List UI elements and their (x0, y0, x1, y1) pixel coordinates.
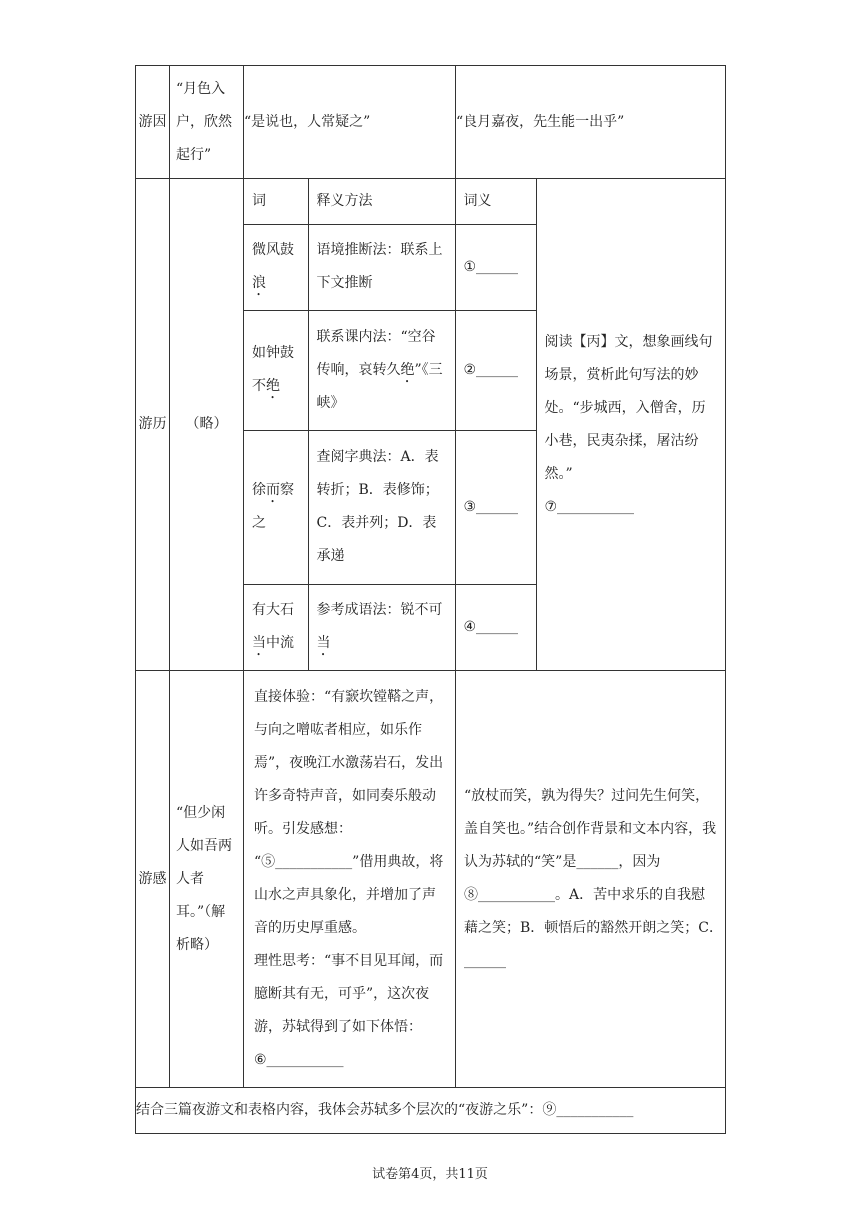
table-header: 释义方法 (308, 179, 455, 224)
table-header: 词 (244, 179, 308, 224)
word-cell: 有大石当中流 (244, 584, 308, 670)
meaning-blank: ①______ (455, 224, 536, 310)
table-row (244, 310, 536, 430)
table-cell: “月色入户，欣然起行” (170, 66, 244, 179)
table-header: 词义 (455, 179, 536, 224)
word-cell: 徐而察之 (244, 430, 308, 584)
table-row-you-yin (136, 66, 726, 179)
row-label: 游感 (136, 671, 170, 1088)
paragraph: “⑤___________”借用典故，将山水之声具象化，并增加了声音的历史厚重感。 (254, 854, 444, 936)
answer-blank: ⑥___________ (254, 1052, 344, 1068)
row-label: 游历 (136, 179, 170, 671)
table-row-you-gan (136, 671, 726, 1088)
summary-cell: 结合三篇夜游文和表格内容，我体会苏轼多个层次的“夜游之乐”：⑨___________ (136, 1088, 726, 1134)
method-cell: 参考成语法：锐不可当 (308, 584, 455, 670)
method-cell: 查阅字典法：A．表转折；B．表修饰；C．表并列；D．表承递 (308, 430, 455, 584)
answer-blank: ⑦___________ (544, 498, 635, 515)
word-meaning-table (244, 179, 536, 670)
table-row (244, 224, 536, 310)
row-label: 游因 (136, 66, 170, 179)
laugh-analysis-cell: “放杖而笑，孰为得失？过问先生何笑，盖自笑也。”结合创作背景和文本内容，我认为苏轼的“笑”是______，因为⑧___________。A．苦中求乐的自我慰藉之笑；B．顿悟后的豁然开朗之笑；C． ______ (456, 671, 726, 1088)
table-cell: “是说也，人常疑之” (244, 66, 456, 179)
paragraph: 直接体验：“有窾坎镗鞳之声，与向之噌吰者相应，如乐作焉”，夜晚江水激荡岩石，发出许多奇特声音，如同奏乐般动听。引发感想： (254, 689, 444, 837)
table-row-summary (136, 1088, 726, 1134)
experience-cell (244, 671, 456, 1088)
page-footer: 试卷第4页，共11页 (372, 1167, 488, 1182)
method-cell: 语境推断法：联系上下文推断 (308, 224, 455, 310)
paragraph: 理性思考：“事不目见耳闻，而臆断其有无，可乎”，这次夜游，苏轼得到了如下体悟： (254, 953, 444, 1035)
meaning-blank: ②______ (455, 310, 536, 430)
appreciation-cell (536, 179, 726, 670)
table-row (244, 179, 536, 224)
appreciation-prompt: 阅读【丙】文，想象画线句场景，赏析此句写法的妙处。“步城西，入僧舍，历小巷，民夷杂揉，屠沽纷然。” (544, 333, 713, 482)
analysis-table (135, 65, 730, 1134)
word-cell: 如钟鼓不绝 (244, 310, 308, 430)
word-cell: 微风鼓浪 (244, 224, 308, 310)
meaning-blank: ③______ (455, 430, 536, 584)
meaning-blank: ④______ (463, 618, 519, 635)
table-row (244, 430, 536, 584)
method-cell: 联系课内法：“空谷传响，哀转久绝”《三峡》 (308, 310, 455, 430)
table-row-you-li (136, 179, 726, 671)
table-row (244, 584, 536, 670)
table-cell: “良月嘉夜，先生能一出乎” (456, 66, 726, 179)
table-cell: （略） (170, 179, 244, 671)
table-cell: “但少闲人如吾两人者耳。”（解析略） (170, 671, 244, 1088)
